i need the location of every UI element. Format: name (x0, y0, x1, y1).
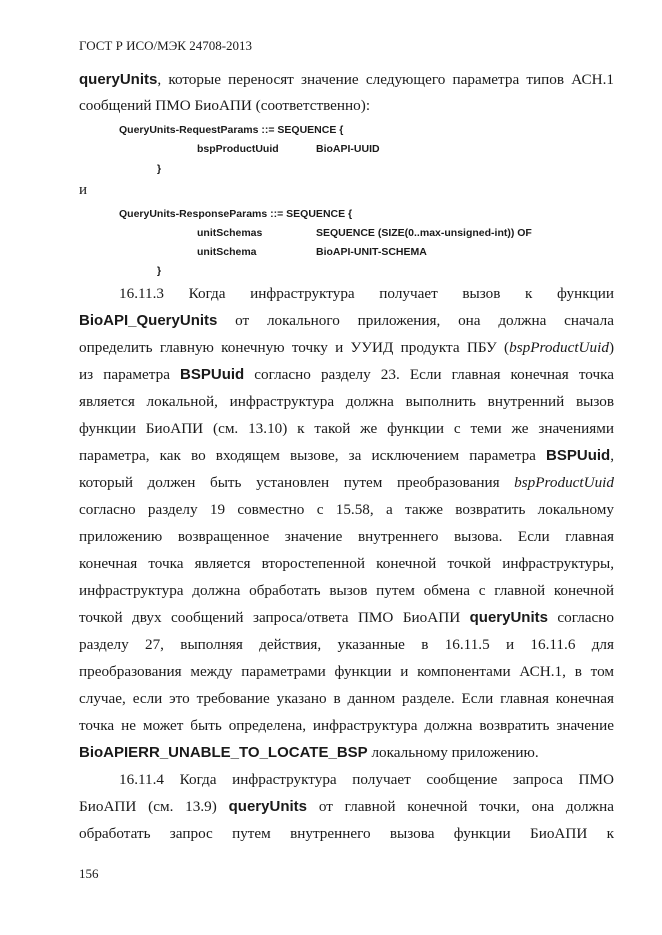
text: от локального приложения, она должна сначала (217, 312, 614, 329)
text: параметра, как во входящем вызове, за исключением параметра (79, 447, 547, 464)
p2-line-1: 16.11.4 Когда инфраструктура получает сообщение запроса ПМО (119, 771, 614, 788)
p1-line-7 (79, 446, 614, 466)
p1-line-14: разделу 27, выполняя действия, указанные в 16.11.5 и 16.11.6 для (79, 636, 614, 653)
term-error-code: BioAPIERR_UNABLE_TO_LOCATE_BSP (79, 744, 368, 761)
p1-line-5: является локальной, инфраструктура должна выполнить внутренний вызов (79, 393, 614, 410)
p1-line-12: инфраструктура должна обработать вызов путем обмена с главной конечной (79, 582, 614, 599)
text: согласно разделу 23. Если главная конечная точка (244, 366, 614, 383)
intro-line-2: сообщений ПМО БиоАПИ (соответственно): (79, 97, 371, 114)
p2-line-3: обработать запрос путем внутреннего вызова функции БиоАПИ к (79, 825, 614, 842)
term-bspproductuuid: bspProductUuid (514, 474, 614, 491)
code-request-field-name: bspProductUuid (197, 143, 279, 155)
p1-line-16: случае, если это требование указано в данном разделе. Если главная конечная (79, 690, 614, 707)
text: который должен быть установлен путем преобразования (79, 474, 515, 491)
p1-line-8 (79, 473, 614, 493)
p1-line-15: преобразования между параметрами функции и компонентами АСН.1, в том (79, 663, 614, 680)
code-response-field1-name: unitSchemas (197, 227, 263, 239)
page-header: ГОСТ Р ИСО/МЭК 24708-2013 (79, 38, 253, 53)
page-number: 156 (79, 866, 99, 881)
term-queryunits: queryUnits (469, 609, 548, 626)
text: определить главную конечную точку и УУИД продукта ПБУ ( (79, 339, 510, 356)
term-queryunits: queryUnits (228, 798, 307, 815)
p1-line-6: функции БиоАПИ (см. 13.10) к такой же функции с теми же значениями (79, 420, 614, 437)
code-response-field1-type: SEQUENCE (SIZE(0..max-unsigned-int)) OF (316, 227, 532, 239)
text: локальному приложению. (367, 744, 539, 761)
term-bspuuid: BSPUuid (546, 447, 611, 464)
text: БиоАПИ (см. 13.9) (79, 798, 229, 815)
code-request-field-type: BioAPI-UUID (316, 143, 380, 155)
term-bspproductuuid: bspProductUuid (509, 339, 609, 356)
text: ) (608, 339, 614, 356)
term-bioapi-queryunits: BioAPI_QueryUnits (79, 312, 218, 329)
code-response-field2-type: BioAPI-UNIT-SCHEMA (316, 246, 427, 258)
text: , которые переносят значение следующего параметра типов АСН.1 (157, 71, 614, 88)
intro-line-1 (79, 70, 614, 90)
p1-line-9: согласно разделу 19 совместно с 15.58, а также возвратить локальному (79, 501, 614, 518)
p1-line-3 (79, 338, 614, 358)
p1-line-2 (79, 311, 614, 331)
term-bspuuid: BSPUuid (180, 366, 245, 383)
text: от главной конечной точки, она должна (307, 798, 614, 815)
code-request-decl: QueryUnits-RequestParams ::= SEQUENCE { (119, 124, 344, 136)
p1-line-4 (79, 365, 614, 385)
text: из параметра (79, 366, 181, 383)
code-response-close: } (157, 265, 162, 277)
term-queryunits: queryUnits (79, 71, 158, 88)
p1-line-10: приложению возвращенное значение внутреннего вызова. Если главная (79, 528, 614, 545)
code-request-close: } (157, 163, 162, 175)
code-response-decl: QueryUnits-ResponseParams ::= SEQUENCE { (119, 208, 353, 220)
conjunction: и (79, 182, 88, 198)
p1-line-17: точка не может быть определена, инфраструктура должна возвратить значение (79, 717, 614, 734)
text: согласно (547, 609, 615, 626)
p1-line-18 (79, 743, 614, 763)
p1-line-13 (79, 608, 614, 628)
text: , (610, 447, 614, 464)
text: точкой двух сообщений запроса/ответа ПМО БиоАПИ (79, 609, 470, 626)
p2-line-2 (79, 797, 614, 817)
code-response-field2-name: unitSchema (197, 246, 257, 258)
p1-line-11: конечная точка является второстепенной конечной точкой инфраструктуры, (79, 555, 614, 572)
p1-line-1: 16.11.3 Когда инфраструктура получает вызов к функции (119, 285, 614, 302)
